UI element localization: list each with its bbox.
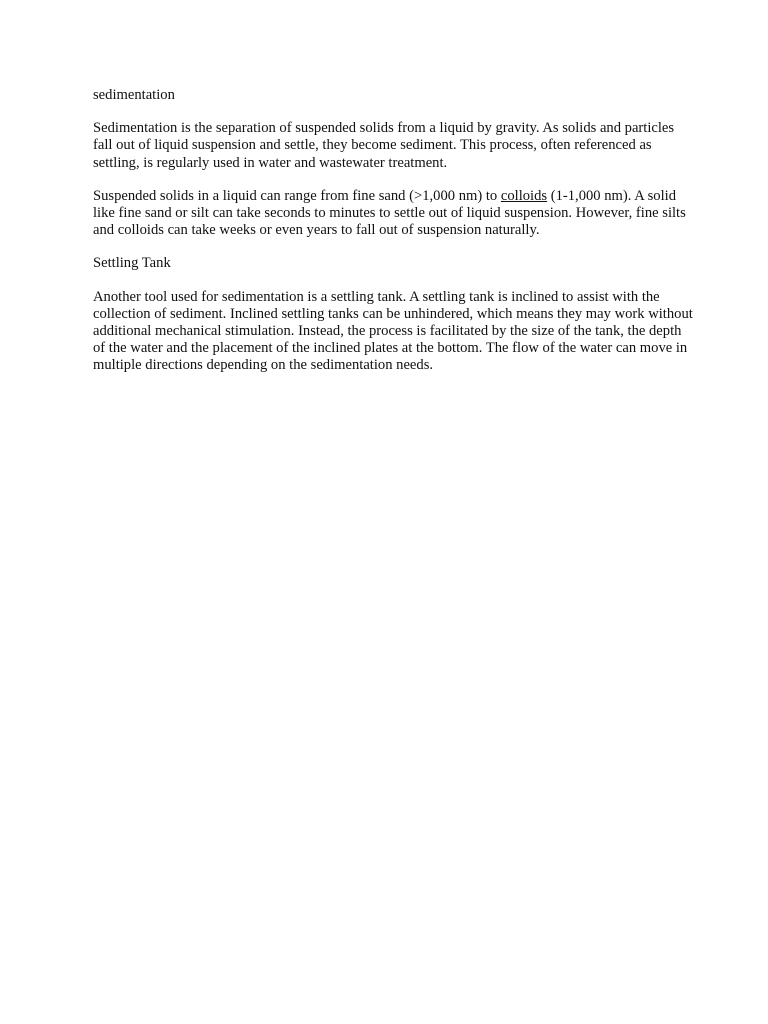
settling-tank-paragraph: Another tool used for sedimentation is a settling tank. A settling tank is inclined to assist with the collection of sediment. Inclined settling tanks can be unhindered, which means they may work without additional mechanical stimulation. Instead, the process is facilitated by the size of the tank, the depth of the water and the placement of the inclined plates at the bottom. The flow of the water can move in multiple directions depending on the sedimentation needs. [93, 288, 693, 374]
intro-paragraph: Sedimentation is the separation of suspended solids from a liquid by gravity. As solids and particles fall out of liquid suspension and settle, they become sediment. This process, often referenced as settling, is regularly used in water and wastewater treatment. [93, 120, 675, 171]
document-page [93, 87, 693, 391]
paragraph-text-after-link: (1-1,000 nm). A solid like fine sand or silt can take seconds to minutes to settle out of liquid suspension. However, fine silts and colloids can take weeks or even years to fall out of suspension naturally. [93, 187, 686, 239]
document-title: sedimentation [93, 87, 175, 103]
paragraph-text-before-link: Suspended solids in a liquid can range from fine sand (>1,000 nm) to [93, 187, 501, 204]
suspended-solids-paragraph [93, 188, 693, 240]
section-heading-settling-tank: Settling Tank [93, 255, 171, 272]
colloids-link[interactable]: colloids [500, 187, 548, 204]
